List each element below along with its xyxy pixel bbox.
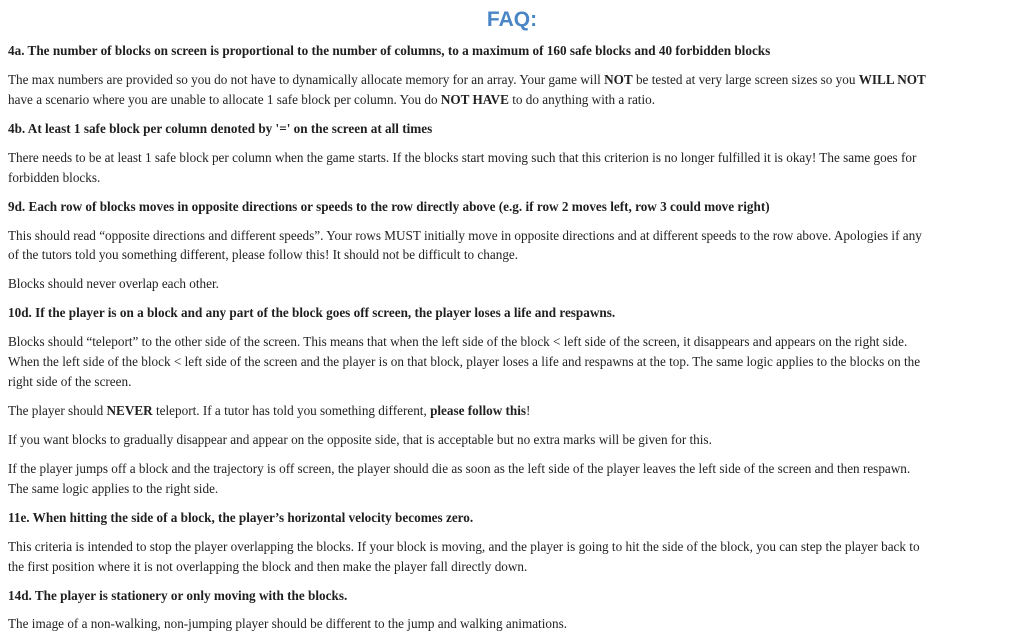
faq-4b-paragraph-line-1: There needs to be at least 1 safe block per column when the game starts. If the blocks start moving such that this criterion is no longer fulfilled it is okay! The same goes for bbox=[8, 150, 917, 165]
faq-10d-paragraph-line-1: Blocks should “teleport” to the other side of the screen. This means that when the left side of the block < left side of the screen, it disappears and appears on the right side. bbox=[8, 334, 908, 349]
faq-heading-14d: 14d. The player is stationery or only moving with the blocks. bbox=[8, 588, 348, 603]
faq-10d-paragraph-4-line-2: The same logic applies to the right side. bbox=[8, 481, 219, 496]
faq-heading-9d: 9d. Each row of blocks moves in opposite directions or speeds to the row directly above (e.g. if row 2 moves left, row 3 could move right) bbox=[8, 199, 770, 214]
faq-9d-paragraph-line-1: This should read “opposite directions and different speeds”. Your rows MUST initially move in opposite directions and at different speeds to the row above. Apologies if any bbox=[8, 228, 922, 243]
faq-9d-paragraph-line-2: of the tutors told you something different, please follow this! It should not be difficult to change. bbox=[8, 247, 519, 262]
faq-10d-paragraph-2: The player should NEVER teleport. If a tutor has told you something different, please follow this! bbox=[8, 403, 531, 418]
faq-10d-paragraph-3: If you want blocks to gradually disappear and appear on the opposite side, that is acceptable but no extra marks will be given for this. bbox=[8, 432, 712, 447]
faq-4b-paragraph-line-2: forbidden blocks. bbox=[8, 170, 101, 185]
faq-heading-10d: 10d. If the player is on a block and any part of the block goes off screen, the player loses a life and respawns. bbox=[8, 305, 616, 320]
faq-10d-paragraph-line-3: right side of the screen. bbox=[8, 374, 132, 389]
faq-4a-paragraph-line-1: The max numbers are provided so you do not have to dynamically allocate memory for an array. Your game will NOT be tested at very large screen sizes so you WILL NOT bbox=[8, 72, 926, 87]
faq-10d-paragraph-4-line-1: If the player jumps off a block and the trajectory is off screen, the player should die as soon as the left side of the player leaves the left side of the screen and then respawn. bbox=[8, 461, 911, 476]
faq-9d-paragraph-2: Blocks should never overlap each other. bbox=[8, 276, 219, 291]
faq-heading-4a: 4a. The number of blocks on screen is proportional to the number of columns, to a maximum of 160 safe blocks and 40 forbidden blocks bbox=[8, 43, 771, 58]
faq-heading-4b: 4b. At least 1 safe block per column denoted by '=' on the screen at all times bbox=[8, 121, 433, 136]
faq-4a-paragraph-line-2: have a scenario where you are unable to allocate 1 safe block per column. You do NOT HAVE to do anything with a ratio. bbox=[8, 92, 656, 107]
faq-heading-11e: 11e. When hitting the side of a block, the player’s horizontal velocity becomes zero. bbox=[8, 510, 474, 525]
faq-10d-paragraph-line-2: When the left side of the block < left side of the screen and the player is on that block, player loses a life and respawns at the top. The same logic applies to the blocks on the bbox=[8, 354, 921, 369]
faq-11e-paragraph-line-2: the first position where it is not overlapping the block and then make the player fall directly down. bbox=[8, 559, 528, 574]
page-title: FAQ: bbox=[486, 8, 538, 31]
faq-11e-paragraph-line-1: This criteria is intended to stop the player overlapping the blocks. If your block is moving, and the player is going to hit the side of the block, you can step the player back to bbox=[8, 539, 920, 554]
faq-14d-paragraph: The image of a non-walking, non-jumping player should be different to the jump and walking animations. bbox=[8, 616, 568, 631]
